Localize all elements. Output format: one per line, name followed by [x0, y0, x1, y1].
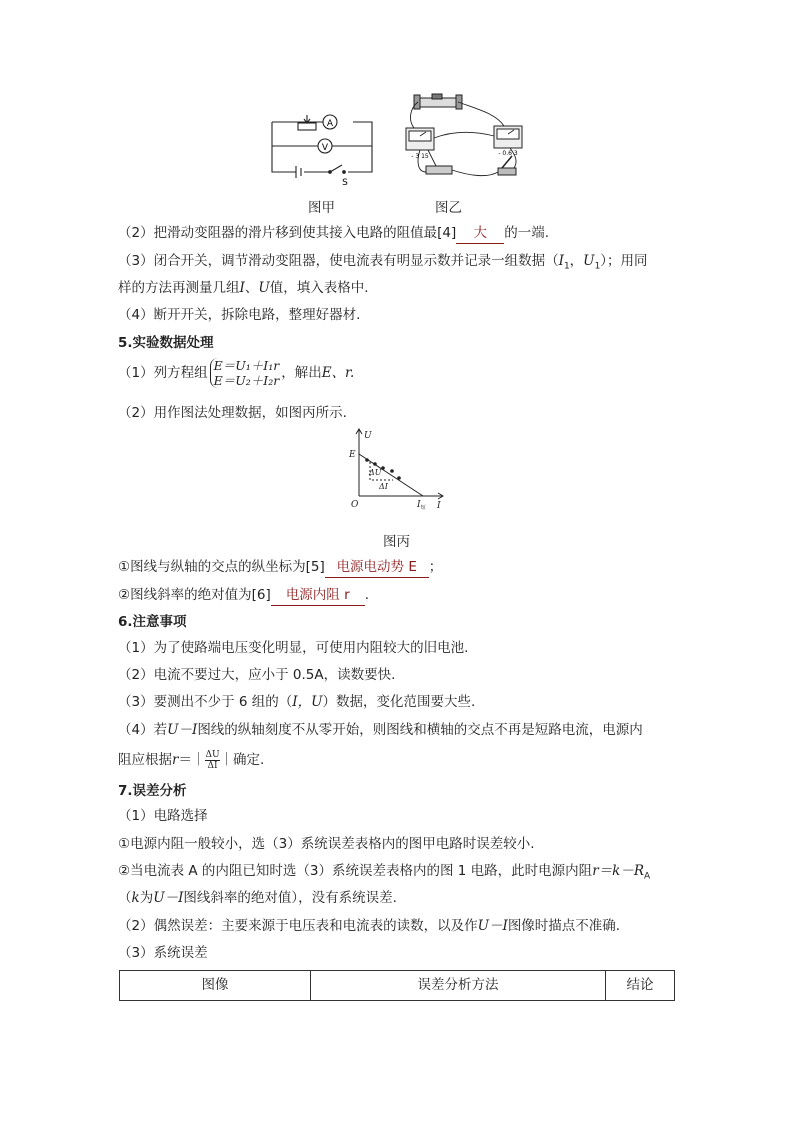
short-circuit-current-label: $I_短$	[417, 500, 426, 511]
section-6-heading: 6.注意事项	[118, 614, 187, 630]
table-header-image: 图像	[120, 971, 311, 1001]
u-i-graph-bing	[345, 426, 450, 512]
equation-2: E＝U₂＋I₂r	[213, 373, 280, 388]
delta-i-label: ΔI	[379, 482, 388, 491]
emf-label: E	[349, 450, 356, 460]
table-header-conclusion: 结论	[606, 971, 675, 1001]
answer-6: 电源内阻 r	[271, 585, 365, 606]
figure-caption-bing: 图丙	[383, 534, 410, 550]
table-header-row	[120, 971, 675, 1001]
note-3: （3）要测出不少于 6 组的（I，U）数据，变化范围要大些.	[118, 694, 476, 710]
delta-fraction: $\frac{\Delta U}{\Delta I}$	[205, 749, 220, 771]
equation-1: E＝U₁＋I₁r	[213, 358, 280, 373]
answer-5: 电源电动势 E	[325, 557, 429, 578]
delta-u-label: ΔU	[369, 468, 382, 477]
figure-caption-yi: 图乙	[435, 200, 462, 216]
equation-system	[210, 358, 280, 388]
x-axis-label: I	[437, 501, 441, 511]
error-3: （3）系统误差	[118, 945, 208, 961]
error-2: （2）偶然误差：主要来源于电压表和电流表的读数，以及作U－I图像时描点不准确.	[118, 918, 621, 934]
switch-label: S	[342, 178, 348, 188]
error-1b: ②当电流表 A 的内阻已知时选（3）系统误差表格内的图 1 电路，此时电源内阻$r=k-R_A$	[118, 863, 651, 882]
apparatus-illustration-yi	[400, 92, 530, 190]
voltmeter-label: V	[321, 143, 329, 153]
note-4-cont: 阻应根据r＝｜ $\frac{\Delta U}{\Delta I}$ ｜确定.	[118, 749, 265, 771]
voltmeter-scale-label: - 3 15	[411, 153, 429, 160]
y-axis-label: U	[364, 431, 372, 441]
step-3-cont: 样的方法再测量几组I、U值，填入表格中.	[118, 280, 369, 296]
step-2: （2）把滑动变阻器的滑片移到使其接入电路的阻值最[4] 大 的一端.	[118, 223, 549, 244]
ammeter-label: A	[326, 119, 334, 129]
error-1: （1）电路选择	[118, 808, 208, 824]
table-header-method: 误差分析方法	[311, 971, 606, 1001]
ammeter-scale-label: - 0.6 3	[498, 150, 518, 157]
section-7-heading: 7.误差分析	[118, 783, 187, 799]
equation-system-line: （1）列方程组 E＝U₁＋I₁r E＝U₂＋I₂r ，解出E、r.	[118, 358, 355, 388]
note-1: （1）为了使路端电压变化明显，可使用内阻较大的旧电池.	[118, 640, 469, 656]
error-1c: （k为U－I图线斜率的绝对值），没有系统误差.	[118, 890, 397, 906]
section-5-heading: 5.实验数据处理	[118, 335, 214, 351]
conclusion-1: ①图线与纵轴的交点的纵坐标为[5] 电源电动势 E ；	[118, 557, 442, 578]
step-4: （4）断开开关，拆除电路，整理好器材.	[118, 307, 361, 323]
answer-4: 大	[456, 223, 504, 244]
figure-caption-jia: 图甲	[308, 200, 335, 216]
step-3: （3）闭合开关，调节滑动变阻器，使电流表有明显示数并记录一组数据（$I_1$，$U_1$）；用同	[118, 253, 648, 272]
circuit-diagram-jia	[268, 106, 380, 188]
note-4: （4）若U－I图线的纵轴刻度不从零开始，则图线和横轴的交点不再是短路电流，电源内	[118, 722, 643, 738]
graph-method-line: （2）用作图法处理数据，如图丙所示.	[118, 405, 347, 421]
conclusion-2: ②图线斜率的绝对值为[6] 电源内阻 r .	[118, 585, 369, 606]
system-error-table	[119, 970, 675, 1001]
note-2: （2）电流不要过大，应小于 0.5A，读数要快.	[118, 667, 396, 683]
origin-label: O	[351, 500, 359, 510]
error-1a: ①电源内阻一般较小，选（3）系统误差表格内的图甲电路时误差较小.	[118, 836, 535, 852]
